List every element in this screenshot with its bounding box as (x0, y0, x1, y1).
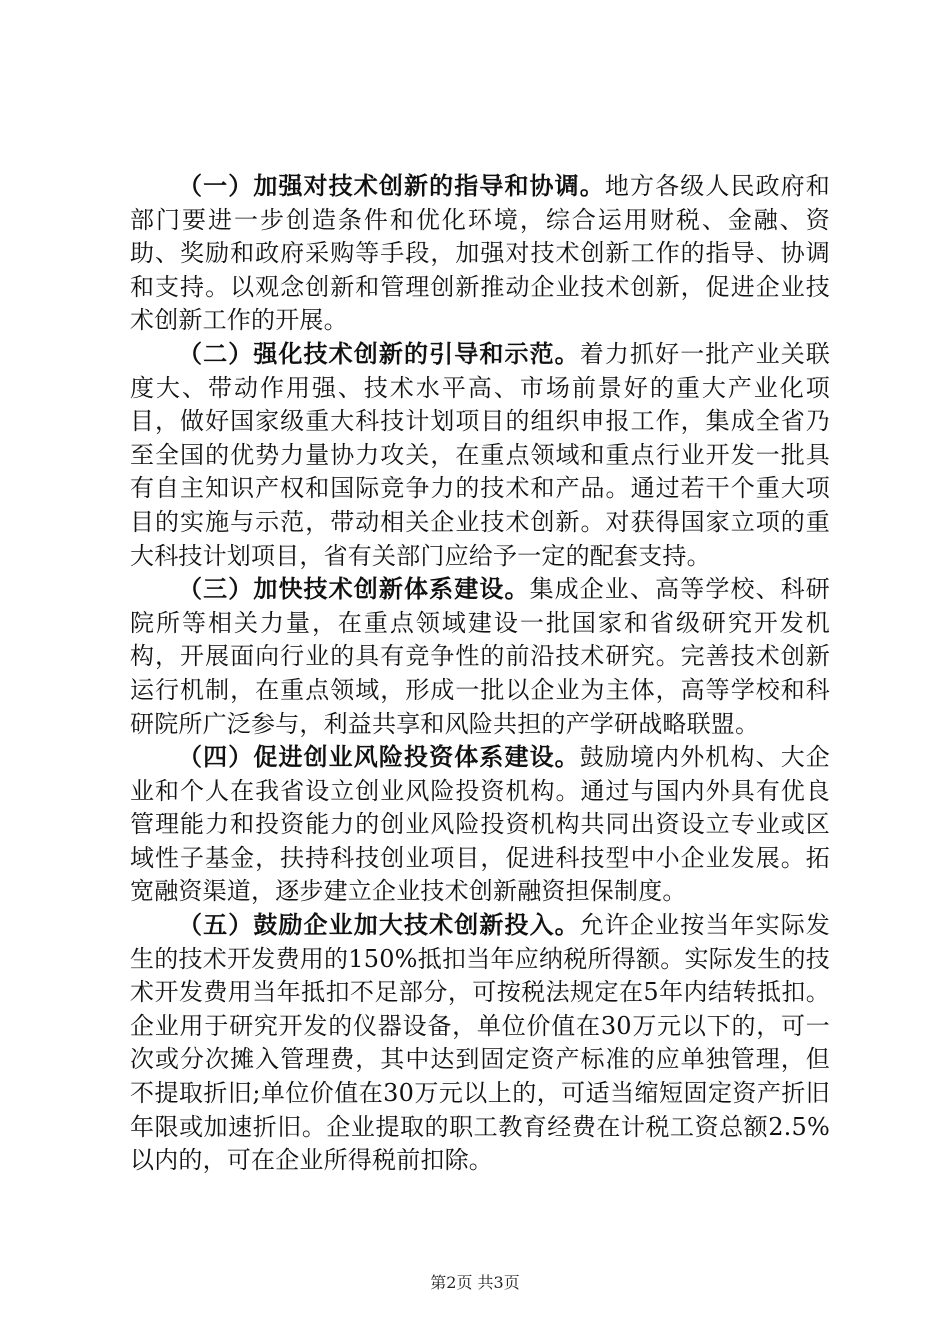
paragraph-heading: （五）鼓励企业加大技术创新投入。 (178, 911, 580, 940)
paragraph-2 (130, 338, 830, 573)
paragraph-text: 集成企业、高等学校、科研院所等相关力量，在重点领域建设一批国家和省级研究开发机构，开展面向行业的具有竞争性的前沿技术研究。完善技术创新运行机制，在重点领域，形成一批以企业为主体，高等学校和科研院所广泛参与，利益共享和风险共担的产学研战略联盟。 (130, 575, 830, 738)
paragraph-heading: （一）加强对技术创新的指导和协调。 (178, 172, 605, 200)
paragraph-5 (130, 909, 830, 1178)
paragraph-4 (130, 741, 830, 909)
paragraph-text: 鼓励境内外机构、大企业和个人在我省设立创业风险投资机构。通过与国内外具有优良管理能力和投资能力的创业风险投资机构共同出资设立专业或区域性子基金，扶持科技创业项目，促进科技型中小企业发展。拓宽融资渠道，逐步建立企业技术创新融资担保制度。 (130, 743, 831, 906)
paragraph-text: 允许企业按当年实际发生的技术开发费用的150%抵扣当年应纳税所得额。实际发生的技术开发费用当年抵扣不足部分，可按税法规定在5年内结转抵扣。企业用于研究开发的仪器设备，单位价值在30万元以下的，可一次或分次摊入管理费，其中达到固定资产标准的应单独管理，但不提取折旧;单位价值在30万元以上的，可适当缩短固定资产折旧年限或加速折旧。企业提取的职工教育经费在计税工资总额2.5%以内的，可在企业所得税前扣除。 (130, 911, 831, 1175)
paragraph-heading: （四）促进创业风险投资体系建设。 (178, 743, 580, 772)
paragraph-1 (130, 170, 830, 338)
page-number-footer: 第2页 共3页 (430, 1273, 520, 1292)
paragraph-heading: （二）强化技术创新的引导和示范。 (178, 339, 580, 368)
paragraph-3 (130, 573, 830, 741)
paragraph-text: 地方各级人民政府和部门要进一步创造条件和优化环境，综合运用财税、金融、资助、奖励和政府采购等手段，加强对技术创新工作的指导、协调和支持。以观念创新和管理创新推动企业技术创新，促进企业技术创新工作的开展。 (130, 172, 830, 335)
paragraph-heading: （三）加快技术创新体系建设。 (178, 575, 530, 604)
paragraph-text: 着力抓好一批产业关联度大、带动作用强、技术水平高、市场前景好的重大产业化项目，做好国家级重大科技计划项目的组织申报工作，集成全省乃至全国的优势力量协力攻关，在重点领域和重点行业开发一批具有自主知识产权和国际竞争力的技术和产品。通过若干个重大项目的实施与示范，带动相关企业技术创新。对获得国家立项的重大科技计划项目，省有关部门应给予一定的配套支持。 (130, 339, 831, 570)
document-body (130, 170, 830, 1178)
